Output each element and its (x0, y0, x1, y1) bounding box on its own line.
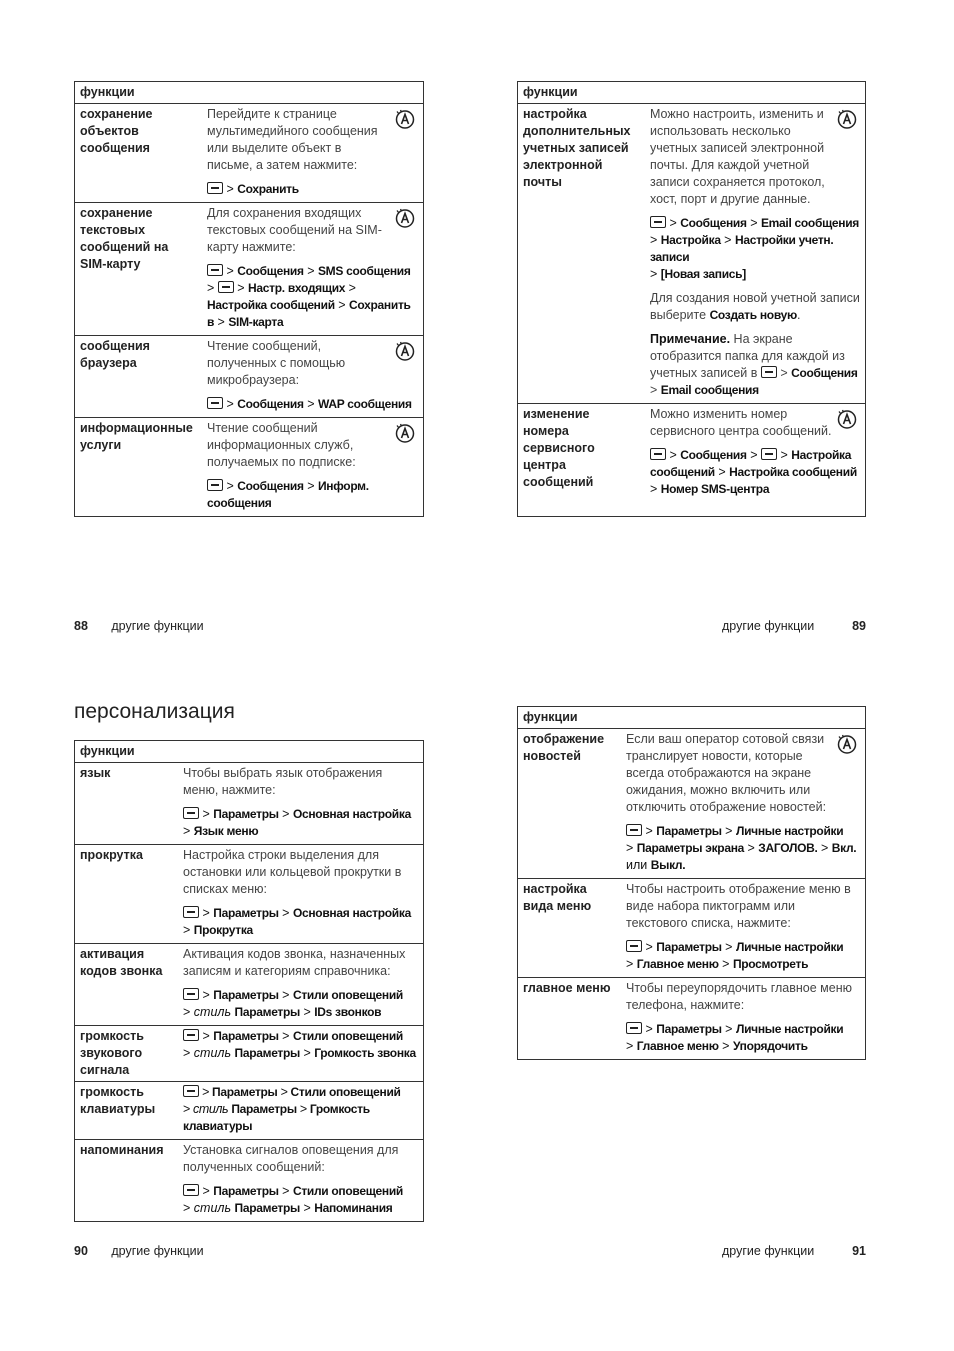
footer-text: другие функции (111, 1244, 204, 1258)
feature-desc: Настройка строки выделения для остановки или кольцевой прокрутки в списках меню: > Параметры > Основная настройка > Прокрутка (178, 845, 424, 944)
footer-text: другие функции (722, 1244, 815, 1258)
operator-feature-icon (837, 109, 857, 129)
feature-name-extra-email-accounts: настройка дополнительных учетных записей электронной почты (518, 104, 646, 404)
page-footer-90 (74, 1244, 204, 1258)
feature-desc: Чтение сообщений, полученных с помощью микробраузера: > Сообщения > WAP сообщения (202, 336, 424, 418)
menu-key-icon (207, 479, 223, 491)
feature-name-ring-volume: громкость звукового сигнала (75, 1026, 179, 1082)
page-footer-89 (722, 619, 866, 633)
functions-table-p88 (74, 81, 424, 517)
page-footer-91 (722, 1244, 866, 1258)
feature-desc: Чтобы настроить отображение меню в виде набора пиктограмм или текстового списка, нажмите: > Параметры > Личные настройки > Главное меню > Просмотреть (621, 879, 866, 978)
functions-table-p90 (74, 740, 424, 1222)
operator-feature-icon (395, 423, 415, 443)
page-number: 91 (852, 1244, 866, 1258)
feature-desc: Для сохранения входящих текстовых сообщений на SIM-карту нажмите: > Сообщения > SMS сообщения > > Настр. входящих > Настройка сообщений > Сохранить в > SIM-карта (202, 203, 424, 336)
menu-key-icon (761, 448, 777, 460)
section-title: персонализация (74, 700, 235, 723)
feature-name-save-objects: сохранение объектов сообщения (75, 104, 203, 203)
operator-feature-icon (837, 734, 857, 754)
feature-name-save-sim: сохранение текстовых сообщений на SIM-карту (75, 203, 203, 336)
menu-key-icon (218, 281, 234, 293)
feature-desc: > Параметры > Стили оповещений > стиль Параметры > Громкость звонка (178, 1026, 424, 1082)
operator-feature-icon (395, 208, 415, 228)
feature-desc: Можно изменить номер сервисного центра сообщений. > Сообщения > > Настройка сообщений > Настройка сообщений > Номер SMS-центра (645, 404, 866, 517)
feature-name-news-display: отображение новостей (518, 729, 622, 879)
table-header: функции (518, 707, 866, 729)
menu-key-icon (626, 940, 642, 952)
table-header: функции (75, 741, 424, 763)
page-footer-88 (74, 619, 204, 633)
menu-key-icon (183, 1184, 199, 1196)
feature-name-language: язык (75, 763, 179, 845)
menu-key-icon (207, 264, 223, 276)
feature-name-service-center: изменение номера сервисного центра сообщений (518, 404, 646, 517)
menu-key-icon (183, 1085, 199, 1097)
page-number: 89 (852, 619, 866, 633)
operator-feature-icon (395, 341, 415, 361)
feature-desc: Установка сигналов оповещения для полученных сообщений: > Параметры > Стили оповещений > стиль Параметры > Напоминания (178, 1140, 424, 1222)
feature-name-scroll: прокрутка (75, 845, 179, 944)
feature-desc: Активация кодов звонка, назначенных записям и категориям справочника: > Параметры > Стили оповещений > стиль Параметры > IDs звонков (178, 944, 424, 1026)
feature-name-ring-codes: активация кодов звонка (75, 944, 179, 1026)
feature-name-reminders: напоминания (75, 1140, 179, 1222)
feature-name-menu-view: настройка вида меню (518, 879, 622, 978)
menu-key-icon (650, 448, 666, 460)
feature-name-browser-messages: сообщения браузера (75, 336, 203, 418)
footer-text: другие функции (722, 619, 815, 633)
menu-key-icon (650, 216, 666, 228)
menu-key-icon (183, 906, 199, 918)
feature-name-main-menu: главное меню (518, 978, 622, 1060)
menu-key-icon (626, 1022, 642, 1034)
feature-desc: > Параметры > Стили оповещений > стиль Параметры > Громкость клавиатуры (178, 1082, 424, 1140)
feature-desc: Перейдите к странице мультимедийного сообщения или выделите объект в письме, а затем нажмите: > Сохранить (202, 104, 424, 203)
menu-key-icon (626, 824, 642, 836)
menu-key-icon (761, 366, 777, 378)
functions-table-p91 (517, 706, 866, 1060)
menu-key-icon (183, 988, 199, 1000)
page-number: 88 (74, 619, 88, 633)
feature-name-info-services: информационные услуги (75, 418, 203, 517)
feature-desc: Чтобы переупорядочить главное меню телефона, нажмите: > Параметры > Личные настройки > Главное меню > Упорядочить (621, 978, 866, 1060)
table-header: функции (518, 82, 866, 104)
footer-text: другие функции (111, 619, 204, 633)
menu-key-icon (183, 807, 199, 819)
page-number: 90 (74, 1244, 88, 1258)
operator-feature-icon (837, 409, 857, 429)
menu-key-icon (183, 1029, 199, 1041)
table-header: функции (75, 82, 424, 104)
menu-key-icon (207, 397, 223, 409)
feature-desc: Можно настроить, изменить и использовать несколько учетных записей электронной почты. Для каждой учетной записи сохраняется протокол, хост, порт и другие данные. > Сообщения > Email сообщения > Настройка > Настройки учетн. записи > [Новая запись] Для создания новой учетной записи выберите Создать новую. Примечание. На экране отобразится папка для каждой из учетных записей в > Сообщения > Email сообщения (645, 104, 866, 404)
functions-table-p89 (517, 81, 866, 517)
feature-desc: Чтобы выбрать язык отображения меню, нажмите: > Параметры > Основная настройка > Язык меню (178, 763, 424, 845)
feature-desc: Если ваш оператор сотовой связи транслирует новости, которые всегда отображаются на экране ожидания, можно включить или отключить отображение новостей: > Параметры > Личные настройки > Параметры экрана > ЗАГОЛОВ. > Вкл. или Выкл. (621, 729, 866, 879)
feature-name-keypad-volume: громкость клавиатуры (75, 1082, 179, 1140)
feature-desc: Чтение сообщений информационных служб, получаемых по подписке: > Сообщения > Информ. сообщения (202, 418, 424, 517)
menu-key-icon (207, 182, 223, 194)
operator-feature-icon (395, 109, 415, 129)
